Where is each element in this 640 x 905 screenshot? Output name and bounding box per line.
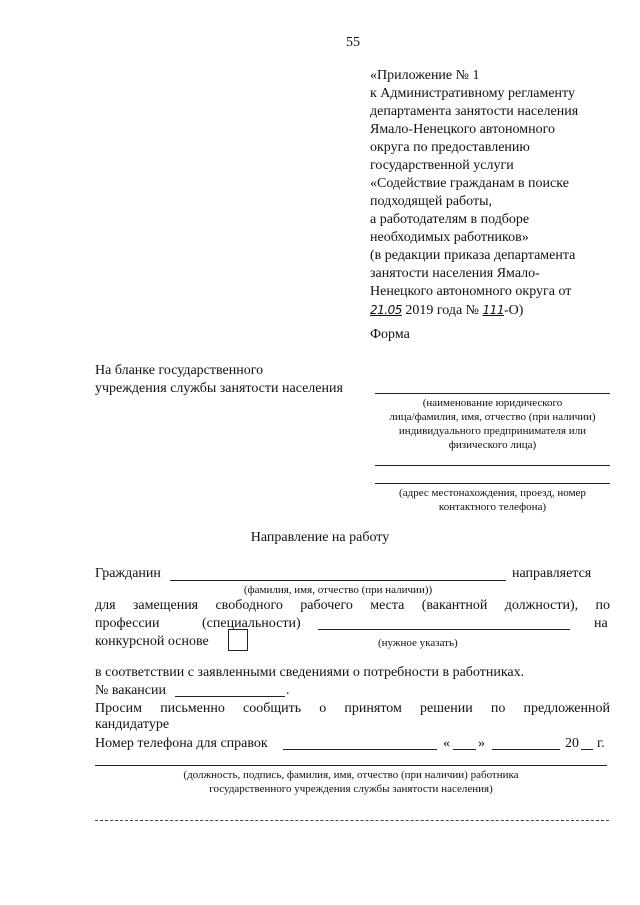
recipient-name-line xyxy=(375,393,610,394)
appendix-line: необходимых работников» xyxy=(370,230,529,245)
number-suffix: -О) xyxy=(503,303,524,318)
document-title: Направление на работу xyxy=(250,530,390,545)
handwritten-date: 21.05 xyxy=(370,303,402,317)
candidacy-text: кандидатуре xyxy=(95,717,170,732)
handwritten-number: 111 xyxy=(482,303,504,317)
request-word: о xyxy=(319,701,327,716)
date-text: 2019 года № xyxy=(405,303,480,318)
citizen-label: Гражданин xyxy=(95,566,161,581)
phone-line xyxy=(283,749,437,750)
appendix-date-line xyxy=(370,301,523,320)
competitive-label: конкурсной основе xyxy=(95,634,209,649)
profession-word-2: (специальности) xyxy=(202,616,301,631)
recipient-line-2 xyxy=(375,465,610,466)
appendix-line: государственной услуги xyxy=(370,158,514,173)
appendix-line: «Приложение № 1 xyxy=(370,68,480,83)
month-line xyxy=(492,749,560,750)
appendix-line: (в редакции приказа департамента xyxy=(370,248,576,263)
appendix-line: Ямало-Ненецкого автономного xyxy=(370,122,555,137)
recipient-caption-line: лица/фамилия, имя, отчество (при наличии) xyxy=(389,411,596,423)
page-number: 55 xyxy=(346,35,360,50)
appendix-line: округа по предоставлению xyxy=(370,140,530,155)
profession-line xyxy=(318,629,570,630)
request-word: предложенной xyxy=(523,701,610,716)
day-line xyxy=(453,749,476,750)
address-caption-line: контактного телефона) xyxy=(438,501,547,513)
appendix-line: департамента занятости населения xyxy=(370,104,579,119)
request-word: сообщить xyxy=(242,701,302,716)
vacancy-text: для замещения свободного рабочего места (вакантной должности), по xyxy=(95,598,610,613)
na-word: на xyxy=(594,616,608,631)
year-prefix: 20 xyxy=(565,736,579,751)
appendix-line: «Содействие гражданам в поиске xyxy=(370,176,569,191)
address-caption-line: (адрес местонахождения, проезд, номер xyxy=(399,487,586,499)
recipient-caption-line: индивидуального предпринимателя или xyxy=(398,425,587,437)
vacancy-no-dot: . xyxy=(286,683,290,698)
appendix-line: Ненецкого автономного округа от xyxy=(370,284,572,299)
indicate-caption: (нужное указать) xyxy=(378,637,458,649)
request-word: Просим xyxy=(95,701,143,716)
request-word: принятом xyxy=(344,701,402,716)
citizen-fio-line xyxy=(170,580,506,581)
recipient-address-line xyxy=(375,483,610,484)
request-word: по xyxy=(490,701,506,716)
quote-close: » xyxy=(478,736,485,751)
year-suffix: г. xyxy=(597,736,605,751)
request-word: письменно xyxy=(160,701,225,716)
signature-caption xyxy=(95,768,607,796)
appendix-line: к Административному регламенту xyxy=(370,86,575,101)
request-word: решении xyxy=(420,701,473,716)
cut-line xyxy=(95,820,609,821)
signature-line xyxy=(95,765,607,766)
recipient-caption-line: (наименование юридического xyxy=(422,397,563,409)
signature-caption-line: (должность, подпись, фамилия, имя, отчество (при наличии) работника xyxy=(183,769,519,781)
according-text: в соответствии с заявленными сведениями о потребности в работниках. xyxy=(95,665,525,680)
vacancy-no-line xyxy=(175,696,285,697)
blank-line-2: учреждения службы занятости населения xyxy=(95,381,343,396)
request-text xyxy=(95,700,610,718)
competitive-checkbox[interactable] xyxy=(228,629,248,651)
recipient-caption-line: физического лица) xyxy=(448,439,537,451)
quote-open: « xyxy=(443,736,450,751)
appendix-line: подходящей работы, xyxy=(370,194,493,209)
appendix-line: занятости населения Ямало- xyxy=(370,266,540,281)
signature-caption-line: государственного учреждения службы занятости населения) xyxy=(209,783,493,795)
directed-label: направляется xyxy=(512,566,592,581)
phone-label: Номер телефона для справок xyxy=(95,736,268,751)
profession-word-1: профессии xyxy=(95,616,160,631)
vacancy-no-label: № вакансии xyxy=(95,683,166,698)
fio-caption: (фамилия, имя, отчество (при наличии)) xyxy=(243,584,433,596)
recipient-caption xyxy=(360,396,625,452)
year-line xyxy=(581,749,593,750)
form-label: Форма xyxy=(370,327,410,342)
address-caption xyxy=(360,486,625,514)
appendix-line: а работодателям в подборе xyxy=(370,212,530,227)
blank-line-1: На бланке государственного xyxy=(95,363,264,378)
